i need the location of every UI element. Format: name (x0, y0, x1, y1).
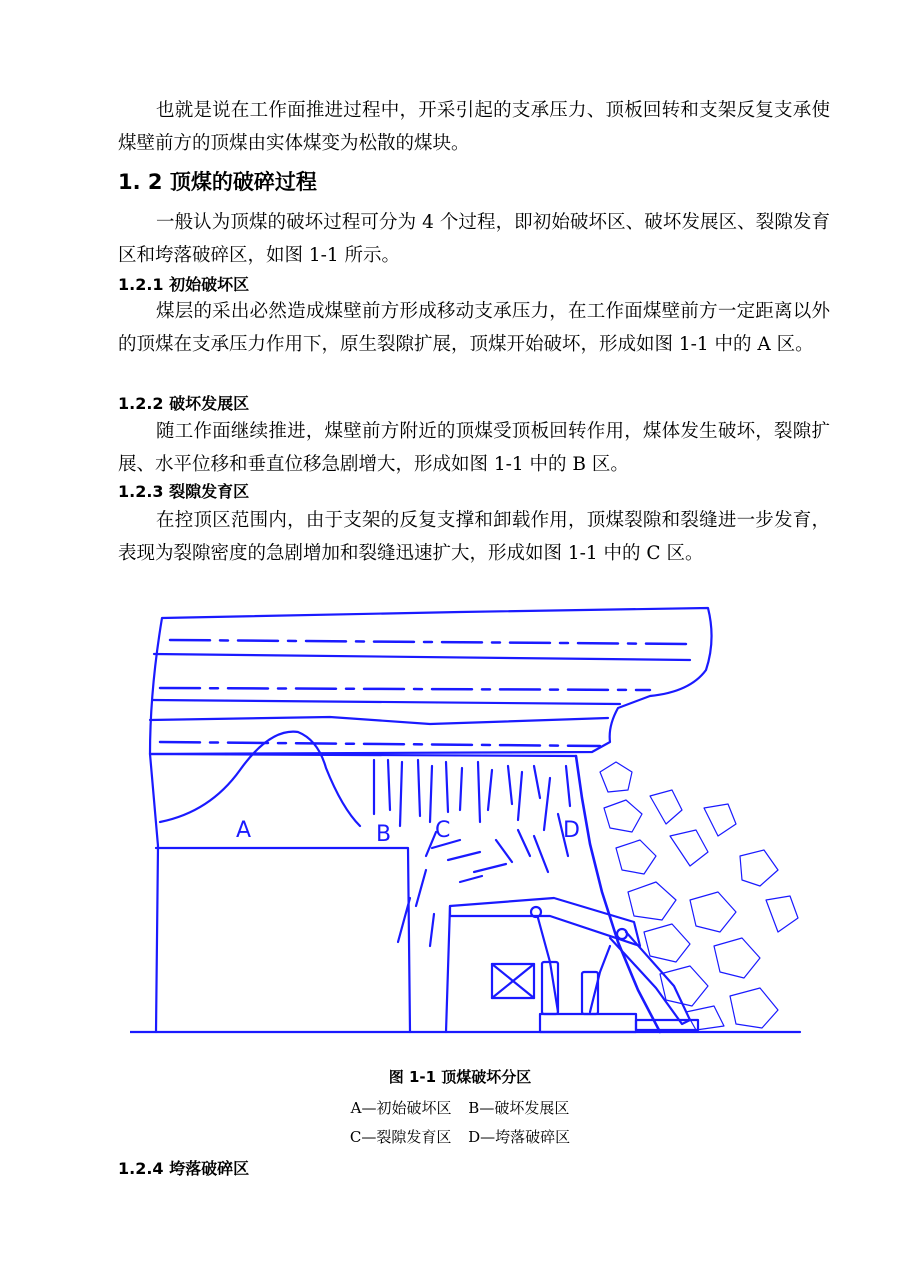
strata-boundary-1 (154, 654, 690, 660)
roof-strata-outline (150, 608, 712, 754)
legend-item-a: A—初始破坏区 (350, 1099, 452, 1117)
zone-label-d: D (563, 818, 580, 843)
subsection-paragraph-1: 煤层的采出必然造成煤壁前方形成移动支承压力，在工作面煤壁前方一定距离以外的顶煤在支承压力作用下，原生裂隙扩展，顶煤开始破坏，形成如图 1-1 中的 A 区。 (118, 301, 830, 355)
subsection-paragraph-2: 随工作面继续推进，煤壁前方附近的顶煤受顶板回转作用，煤体发生破坏，裂隙扩展、水平位移和垂直位移急剧增大，形成如图 1-1 中的 B 区。 (118, 421, 830, 475)
coal-face-edge (156, 848, 410, 1032)
caving-line (576, 756, 660, 1032)
legend-item-d: D—垮落破碎区 (468, 1128, 571, 1146)
coal-seam-left-wall (150, 754, 158, 1032)
support-base (540, 1014, 636, 1032)
support-body (446, 906, 450, 1032)
zone-label-b: B (376, 822, 392, 847)
abutment-pressure-curve (160, 732, 360, 826)
section-heading: 1. 2 顶煤的破碎过程 (118, 170, 317, 194)
bedding-line-1 (170, 640, 690, 644)
top-coal-boundary (150, 754, 576, 756)
front-leg-cylinder (542, 962, 558, 1014)
section-paragraph: 一般认为顶煤的破坏过程可分为 4 个过程，即初始破坏区、破坏发展区、裂隙发育区和垮落破碎区，如图 1-1 所示。 (118, 212, 830, 266)
subsection-heading-3: 1.2.3 裂隙发育区 (118, 482, 250, 501)
bedding-line-3 (160, 742, 600, 746)
subsection-paragraph-3: 在控顶区范围内，由于支架的反复支撑和卸载作用，顶煤裂隙和裂缝进一步发育，表现为裂隙密度的急剧增加和裂缝迅速扩大，形成如图 1-1 中的 C 区。 (118, 510, 830, 564)
figure-legend-line-2 (0, 1126, 920, 1147)
canopy-pin-2 (617, 929, 627, 939)
figure-top-coal-zones (130, 600, 810, 1040)
fracture-lines (374, 760, 570, 946)
support-rear-leg (590, 946, 610, 1012)
zone-label-c: C (435, 818, 451, 843)
strata-boundary-3 (150, 717, 608, 724)
chock-box-cross (492, 964, 534, 998)
subsection-heading-2: 1.2.2 破坏发展区 (118, 394, 250, 413)
zone-label-a: A (236, 818, 252, 843)
legend-item-c: C—裂隙发育区 (349, 1128, 452, 1146)
figure-caption: 图 1-1 顶煤破坏分区 (388, 1068, 532, 1086)
strata-boundary-2 (152, 700, 620, 704)
caved-coal-blocks (600, 762, 798, 1030)
bedding-line-2 (160, 688, 650, 690)
legend-item-b: B—破坏发展区 (468, 1099, 570, 1117)
subsection-heading-1: 1.2.1 初始破坏区 (118, 275, 250, 294)
figure-legend-line-1 (0, 1097, 920, 1118)
intro-paragraph: 也就是说在工作面推进过程中，开采引起的支承压力、顶板回转和支架反复支承使煤壁前方的顶煤由实体煤变为松散的煤块。 (118, 100, 830, 154)
subsection-heading-4: 1.2.4 垮落破碎区 (118, 1159, 250, 1178)
